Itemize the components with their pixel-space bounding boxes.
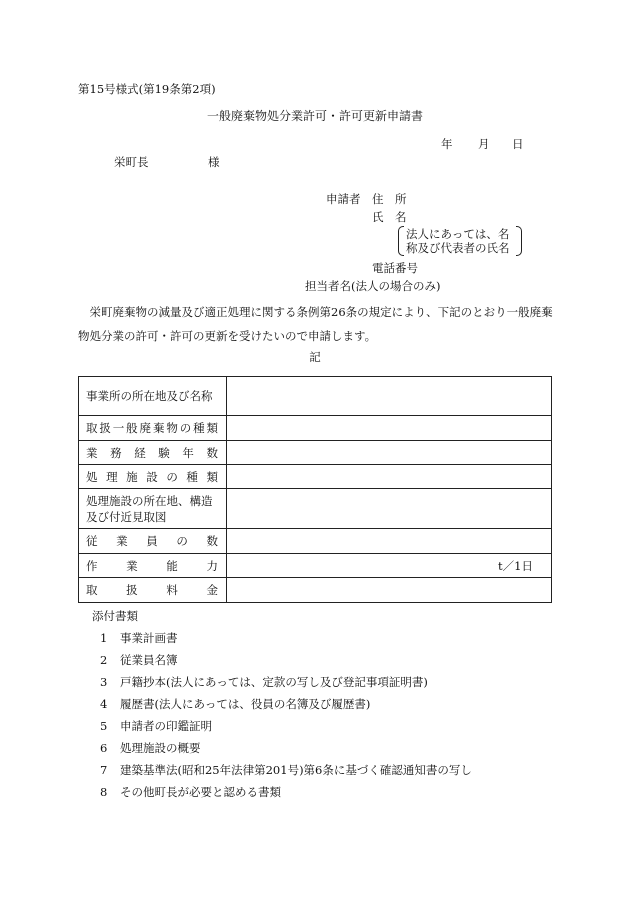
attachment-number: 6 [100,741,108,755]
attachment-text: 申請者の印鑑証明 [120,719,212,733]
row-label-waste-type: 取扱一般廃棄物の種類 [79,416,227,441]
table-row [79,578,552,603]
list-item [100,633,178,645]
attachment-text: 戸籍抄本(法人にあっては、定款の写し及び登記事項証明書) [120,675,428,689]
attachments-title: 添付書類 [92,609,138,623]
date-day-label: 日 [512,137,524,151]
attachment-number: 7 [100,763,108,777]
row-label-fee: 取扱料金 [79,578,227,603]
facility-location-line2: 及び付近見取図 [86,509,167,524]
table-row [79,489,552,529]
document-title: 一般廃棄物処分業許可・許可更新申請書 [206,109,423,123]
attachment-number: 4 [100,697,108,711]
phone-label: 電話番号 [372,261,418,275]
addressee-name: 栄町長 [114,155,149,169]
attachment-text: 事業計画書 [120,631,178,645]
list-item [100,765,472,777]
corporate-note-line2: 称及び代表者の氏名 [406,241,510,255]
attachment-text: 従業員名簿 [120,653,178,667]
table-row [79,441,552,465]
list-item [100,677,428,689]
row-value-capacity[interactable]: t／1日 [227,554,552,578]
applicant-label: 申請者 [326,192,361,206]
row-label-office: 事業所の所在地及び名称 [79,377,227,416]
row-label-capacity: 作業能力 [79,554,227,578]
table-row [79,529,552,554]
address-label: 住 所 [372,192,407,206]
row-label-facility-type: 処理施設の種類 [79,465,227,489]
attachment-text: 履歴書(法人にあっては、役員の名簿及び履歴書) [120,697,371,711]
form-number: 第15号様式(第19条第2項) [78,82,216,96]
corporate-name-note [398,226,522,256]
row-value-facility-type[interactable] [227,465,552,489]
table-row [79,416,552,441]
attachment-number: 5 [100,719,108,733]
contact-person-label: 担当者名(法人の場合のみ) [305,279,441,293]
row-label-employees: 従業員の数 [79,529,227,554]
facility-location-line1: 処理施設の所在地、構造 [86,493,213,508]
list-item [100,655,178,667]
date-month-label: 月 [478,137,490,151]
list-item [100,743,201,755]
application-details-table [78,376,552,603]
attachment-text: 処理施設の概要 [120,741,201,755]
row-value-office[interactable] [227,377,552,416]
row-label-facility-location [79,489,227,529]
application-body-text: 栄町廃棄物の減量及び適正処理に関する条例第26条の規定により、下記のとおり一般廃棄物処分業の許可・許可の更新を受けたいので申請します。 [78,305,553,343]
attachment-number: 8 [100,785,108,799]
table-row [79,554,552,578]
attachment-text: 建築基準法(昭和25年法律第201号)第6条に基づく確認通知書の写し [120,763,472,777]
corporate-note-line1: 法人にあっては、名 [406,227,510,241]
list-item [100,787,281,799]
row-value-employees[interactable] [227,529,552,554]
row-value-facility-location[interactable] [227,489,552,529]
row-label-experience: 業務経験年数 [79,441,227,465]
ki-heading: 記 [309,350,321,364]
attachment-number: 2 [100,653,108,667]
list-item [100,721,212,733]
date-year-label: 年 [441,137,453,151]
attachment-number: 3 [100,675,108,689]
addressee-honorific: 様 [208,155,220,169]
row-value-waste-type[interactable] [227,416,552,441]
name-label: 氏 名 [372,210,407,224]
row-value-experience[interactable] [227,441,552,465]
table-row [79,377,552,416]
list-item [100,699,370,711]
row-value-fee[interactable] [227,578,552,603]
attachment-number: 1 [100,631,108,645]
attachment-text: その他町長が必要と認める書類 [120,785,281,799]
table-row [79,465,552,489]
